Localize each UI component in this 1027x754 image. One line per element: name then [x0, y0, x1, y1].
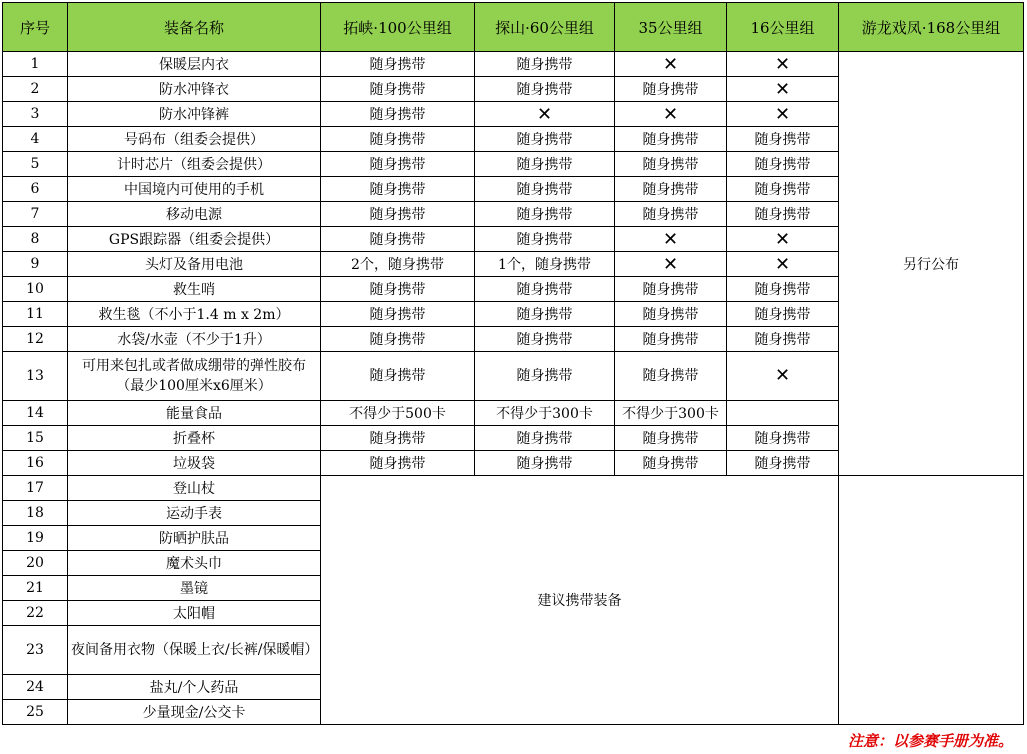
column-header: 16公里组 — [727, 3, 839, 52]
requirement-cell: 不得少于300卡 — [615, 401, 727, 426]
row-number: 3 — [3, 102, 68, 127]
requirement-cell: 随身携带 — [475, 227, 615, 252]
column-header: 序号 — [3, 3, 68, 52]
requirement-cell: 随身携带 — [727, 302, 839, 327]
row-number: 21 — [3, 576, 68, 601]
requirement-cell: 随身携带 — [321, 277, 475, 302]
requirement-cell: 随身携带 — [615, 277, 727, 302]
equipment-name: 可用来包扎或者做成绷带的弹性胶布（最少100厘米x6厘米） — [68, 352, 321, 401]
requirement-cell: 随身携带 — [475, 302, 615, 327]
requirement-cell: 随身携带 — [615, 451, 727, 476]
requirement-cell: 随身携带 — [475, 177, 615, 202]
equipment-name: 折叠杯 — [68, 426, 321, 451]
requirement-cell: 随身携带 — [321, 52, 475, 77]
requirement-cell: 随身携带 — [727, 127, 839, 152]
requirement-cell — [727, 77, 839, 102]
requirement-cell — [727, 252, 839, 277]
row-number: 2 — [3, 77, 68, 102]
table-body — [3, 52, 1024, 725]
requirement-cell: 随身携带 — [475, 426, 615, 451]
requirement-cell: 随身携带 — [615, 352, 727, 401]
row-number: 18 — [3, 501, 68, 526]
row-number: 5 — [3, 152, 68, 177]
requirement-cell: 随身携带 — [321, 302, 475, 327]
cross-icon: ✕ — [774, 78, 791, 100]
equipment-name: 垃圾袋 — [68, 451, 321, 476]
equipment-name: 太阳帽 — [68, 601, 321, 626]
row-number: 22 — [3, 601, 68, 626]
requirement-cell: 随身携带 — [321, 227, 475, 252]
requirement-cell: 随身携带 — [321, 152, 475, 177]
requirement-cell — [475, 102, 615, 127]
column-header: 拓峡·100公里组 — [321, 3, 475, 52]
requirement-cell: 随身携带 — [727, 152, 839, 177]
column-header: 探山·60公里组 — [475, 3, 615, 52]
requirement-cell: 2个，随身携带 — [321, 252, 475, 277]
requirement-cell: 随身携带 — [475, 352, 615, 401]
row-number: 7 — [3, 202, 68, 227]
cross-icon: ✕ — [774, 103, 791, 125]
requirement-cell: 随身携带 — [615, 127, 727, 152]
requirement-cell: 随身携带 — [727, 202, 839, 227]
equipment-name: 能量食品 — [68, 401, 321, 426]
row-number: 6 — [3, 177, 68, 202]
equipment-name: 运动手表 — [68, 501, 321, 526]
equipment-name: 防水冲锋衣 — [68, 77, 321, 102]
equipment-name: 防晒护肤品 — [68, 526, 321, 551]
requirement-cell — [615, 252, 727, 277]
equipment-name: 救生哨 — [68, 277, 321, 302]
cross-icon: ✕ — [774, 364, 791, 386]
requirement-cell: 随身携带 — [321, 451, 475, 476]
equipment-name: 墨镜 — [68, 576, 321, 601]
row-number: 19 — [3, 526, 68, 551]
requirement-cell: 随身携带 — [321, 77, 475, 102]
equipment-name: 魔术头巾 — [68, 551, 321, 576]
equipment-name: 水袋/水壶（不少于1升） — [68, 327, 321, 352]
requirement-cell: 随身携带 — [475, 152, 615, 177]
requirement-cell: 随身携带 — [475, 202, 615, 227]
equipment-name: 夜间备用衣物（保暖上衣/长裤/保暖帽） — [68, 626, 321, 675]
requirement-cell: 随身携带 — [615, 177, 727, 202]
requirement-cell: 随身携带 — [321, 102, 475, 127]
requirement-cell: 随身携带 — [727, 451, 839, 476]
row-number: 15 — [3, 426, 68, 451]
requirement-cell: 随身携带 — [475, 327, 615, 352]
empty-cell — [839, 476, 1024, 725]
row-number: 17 — [3, 476, 68, 501]
equipment-name: 中国境内可使用的手机 — [68, 177, 321, 202]
row-number: 20 — [3, 551, 68, 576]
row-number: 24 — [3, 675, 68, 700]
requirement-cell: 随身携带 — [727, 327, 839, 352]
row-number: 11 — [3, 302, 68, 327]
row-number: 4 — [3, 127, 68, 152]
row-number: 9 — [3, 252, 68, 277]
requirement-cell: 随身携带 — [475, 277, 615, 302]
equipment-name: 移动电源 — [68, 202, 321, 227]
requirement-cell: 随身携带 — [615, 327, 727, 352]
requirement-cell — [615, 102, 727, 127]
merged-168-cell: 另行公布 — [839, 52, 1024, 476]
column-header: 游龙戏凤·168公里组 — [839, 3, 1024, 52]
equipment-name: 保暖层内衣 — [68, 52, 321, 77]
equipment-name: 头灯及备用电池 — [68, 252, 321, 277]
requirement-cell — [727, 401, 839, 426]
cross-icon: ✕ — [662, 53, 679, 75]
column-header: 装备名称 — [68, 3, 321, 52]
requirement-cell — [727, 227, 839, 252]
cross-icon: ✕ — [662, 253, 679, 275]
table-row — [3, 52, 1024, 77]
requirement-cell: 随身携带 — [475, 451, 615, 476]
cross-icon: ✕ — [774, 53, 791, 75]
requirement-cell — [727, 102, 839, 127]
row-number: 10 — [3, 277, 68, 302]
column-header: 35公里组 — [615, 3, 727, 52]
equipment-name: 登山杖 — [68, 476, 321, 501]
row-number: 8 — [3, 227, 68, 252]
row-number: 23 — [3, 626, 68, 675]
requirement-cell: 不得少于300卡 — [475, 401, 615, 426]
equipment-name: 防水冲锋裤 — [68, 102, 321, 127]
requirement-cell — [615, 52, 727, 77]
requirement-cell: 不得少于500卡 — [321, 401, 475, 426]
requirement-cell: 1个，随身携带 — [475, 252, 615, 277]
requirement-cell: 随身携带 — [727, 277, 839, 302]
equipment-table — [2, 2, 1024, 725]
row-number: 25 — [3, 700, 68, 725]
cross-icon: ✕ — [662, 103, 679, 125]
requirement-cell: 随身携带 — [321, 327, 475, 352]
requirement-cell: 随身携带 — [321, 426, 475, 451]
header-row — [3, 3, 1024, 52]
requirement-cell — [727, 52, 839, 77]
equipment-name: 救生毯（不小于1.4 m x 2m） — [68, 302, 321, 327]
requirement-cell: 随身携带 — [615, 426, 727, 451]
footnote: 注意：以参赛手册为准。 — [847, 732, 1013, 750]
requirement-cell: 随身携带 — [727, 426, 839, 451]
requirement-cell: 随身携带 — [321, 352, 475, 401]
requirement-cell: 随身携带 — [475, 52, 615, 77]
row-number: 1 — [3, 52, 68, 77]
equipment-name: 盐丸/个人药品 — [68, 675, 321, 700]
row-number: 12 — [3, 327, 68, 352]
requirement-cell: 随身携带 — [615, 302, 727, 327]
cross-icon: ✕ — [774, 228, 791, 250]
requirement-cell: 随身携带 — [727, 177, 839, 202]
row-number: 14 — [3, 401, 68, 426]
requirement-cell: 随身携带 — [615, 152, 727, 177]
row-number: 13 — [3, 352, 68, 401]
table-row — [3, 476, 1024, 501]
requirement-cell: 随身携带 — [321, 177, 475, 202]
equipment-name: 少量现金/公交卡 — [68, 700, 321, 725]
requirement-cell — [615, 227, 727, 252]
requirement-cell: 随身携带 — [475, 77, 615, 102]
equipment-name: 号码布（组委会提供） — [68, 127, 321, 152]
requirement-cell: 随身携带 — [615, 202, 727, 227]
requirement-cell: 随身携带 — [615, 77, 727, 102]
cross-icon: ✕ — [774, 253, 791, 275]
row-number: 16 — [3, 451, 68, 476]
cross-icon: ✕ — [662, 228, 679, 250]
equipment-name: 计时芯片（组委会提供） — [68, 152, 321, 177]
cross-icon: ✕ — [536, 103, 553, 125]
suggested-equipment-cell: 建议携带装备 — [321, 476, 839, 725]
equipment-name: GPS跟踪器（组委会提供） — [68, 227, 321, 252]
requirement-cell — [727, 352, 839, 401]
requirement-cell: 随身携带 — [321, 202, 475, 227]
requirement-cell: 随身携带 — [475, 127, 615, 152]
requirement-cell: 随身携带 — [321, 127, 475, 152]
